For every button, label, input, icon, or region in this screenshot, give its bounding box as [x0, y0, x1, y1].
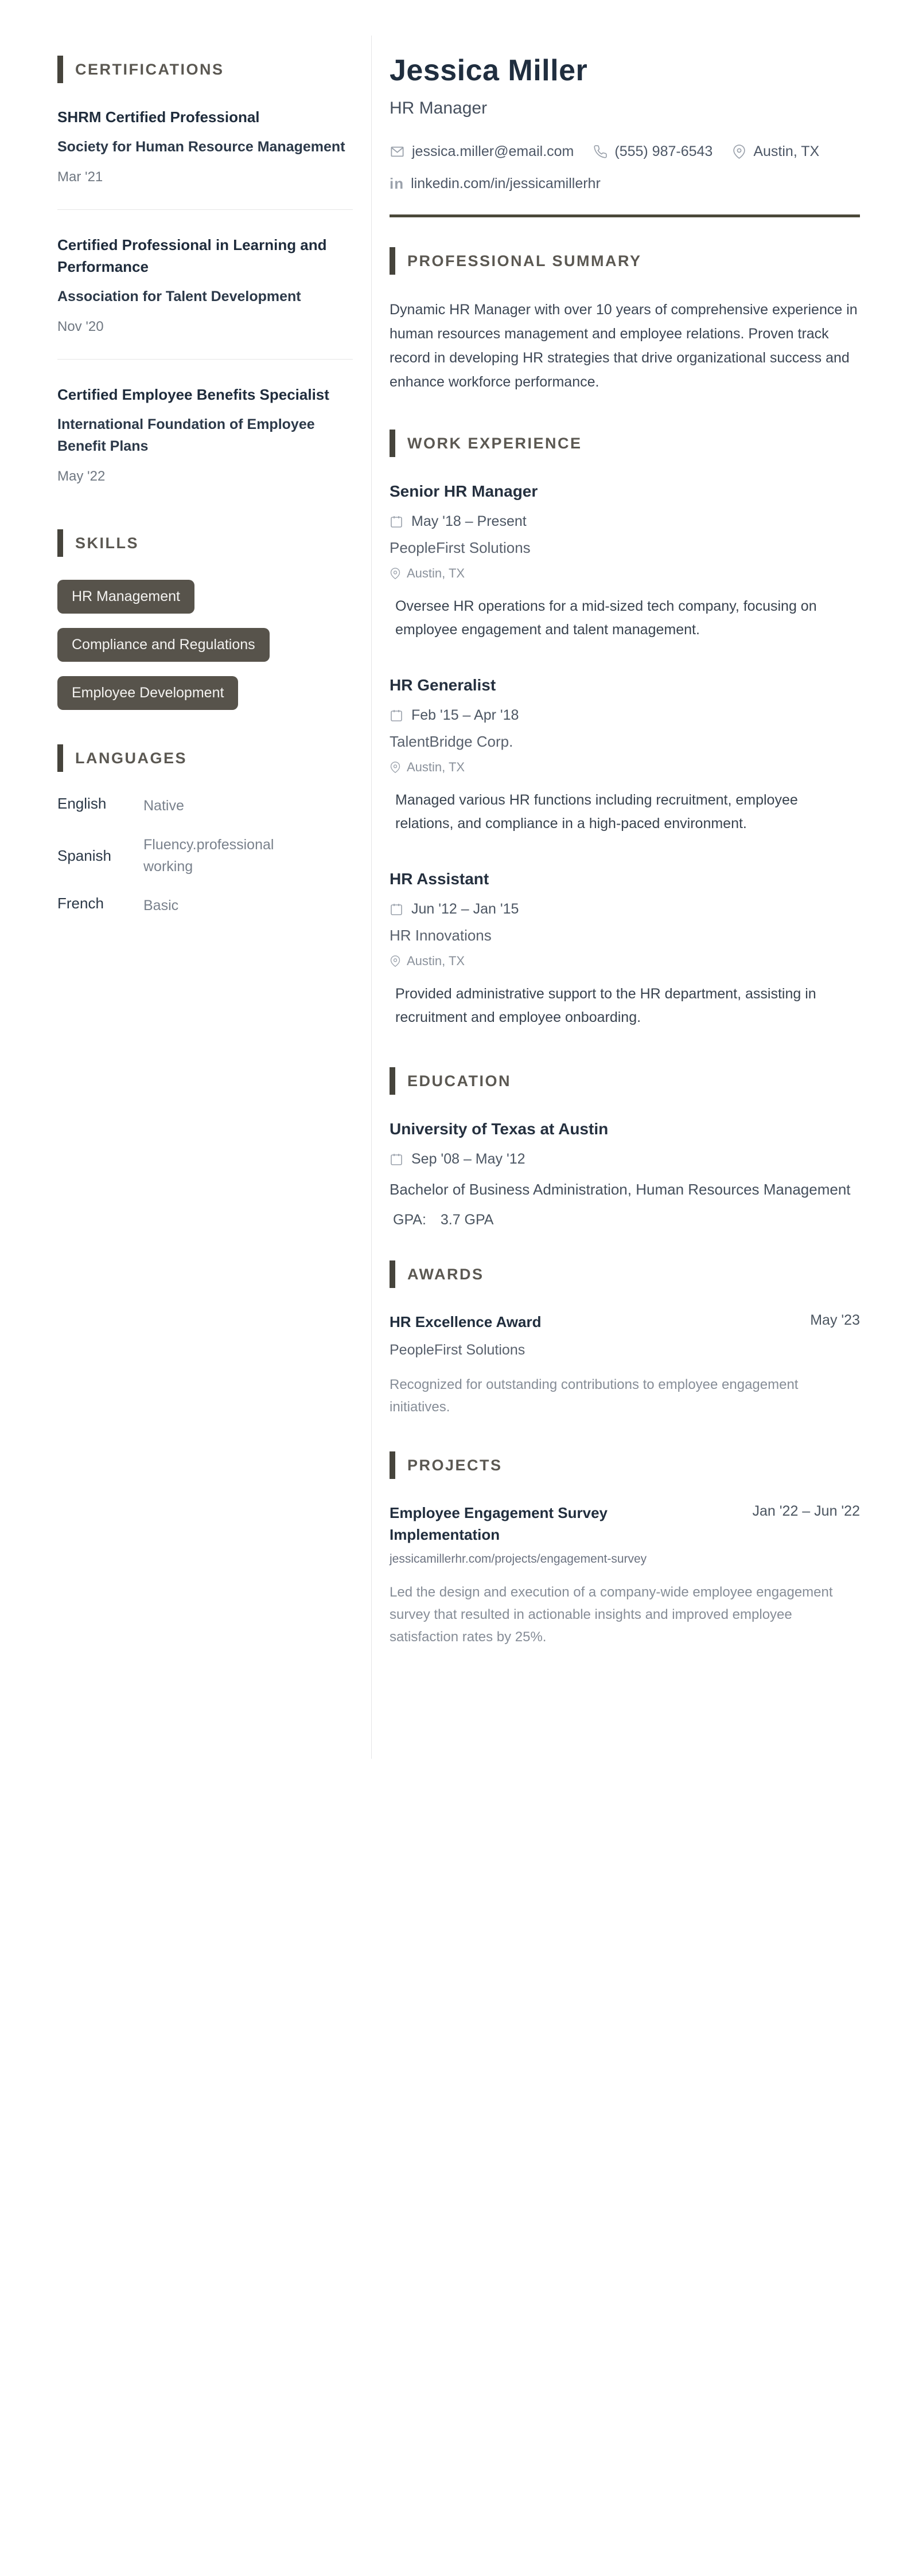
skills-title: SKILLS	[75, 534, 139, 552]
location-pin-icon	[390, 568, 401, 579]
location-pin-icon	[390, 762, 401, 773]
right-column	[390, 0, 860, 1759]
job-location-row	[390, 566, 860, 581]
awards-section-header	[390, 1260, 860, 1288]
company-name: TalentBridge Corp.	[390, 733, 513, 751]
job-title: HR Assistant	[390, 870, 489, 888]
language-level: Fluency.professional working	[143, 837, 274, 875]
person-name: Jessica Miller	[390, 54, 588, 87]
school-name: University of Texas at Austin	[390, 1120, 609, 1138]
job-description: Oversee HR operations for a mid-sized tech company, focusing on employee engagement and talent management.	[395, 598, 817, 638]
skills-section-header	[57, 529, 353, 557]
certification-name: Certified Professional in Learning and Performance	[57, 236, 327, 275]
section-accent-bar	[57, 744, 63, 772]
project-date: Jan '22 – Jun '22	[752, 1503, 860, 1520]
gpa-row	[390, 1212, 860, 1228]
contact-email	[390, 143, 574, 160]
language-row	[57, 895, 353, 916]
calendar-icon	[390, 903, 403, 916]
award-entry	[390, 1311, 860, 1418]
divider	[57, 359, 353, 360]
company-name: PeopleFirst Solutions	[390, 539, 531, 557]
location-pin-icon	[732, 145, 746, 159]
language-row	[57, 834, 353, 877]
awards-title: AWARDS	[407, 1265, 484, 1283]
language-level: Basic	[143, 897, 179, 914]
language-name: Spanish	[57, 846, 111, 864]
header-rule	[390, 214, 860, 217]
award-name: HR Excellence Award	[390, 1313, 542, 1331]
projects-title: PROJECTS	[407, 1456, 503, 1474]
phone-value: (555) 987-6543	[614, 143, 713, 160]
language-level: Native	[143, 798, 184, 814]
section-accent-bar	[390, 430, 395, 457]
award-description: Recognized for outstanding contributions to employee engagement initiatives.	[390, 1377, 799, 1415]
person-job-title: HR Manager	[390, 99, 488, 118]
certification-issuer: Society for Human Resource Management	[57, 139, 345, 155]
projects-section-header	[390, 1451, 860, 1479]
location-value: Austin, TX	[753, 143, 820, 160]
project-name: Employee Engagement Survey Implementation	[390, 1504, 608, 1544]
certification-date: May '22	[57, 469, 106, 484]
award-issuer: PeopleFirst Solutions	[390, 1342, 525, 1359]
job-location: Austin, TX	[407, 954, 465, 969]
work-entry	[390, 868, 860, 1029]
gpa-value: 3.7 GPA	[440, 1212, 494, 1228]
skill-pill: HR Management	[57, 580, 194, 614]
certification-item	[57, 384, 353, 485]
degree-name: Bachelor of Business Administration, Human Resources Management	[390, 1181, 851, 1199]
skill-pill: Compliance and Regulations	[57, 628, 270, 662]
job-location-row	[390, 760, 860, 775]
certification-item	[57, 234, 353, 335]
company-name: HR Innovations	[390, 927, 492, 944]
job-date-row	[390, 707, 860, 724]
certification-name: SHRM Certified Professional	[57, 108, 260, 126]
education-date-row	[390, 1151, 860, 1168]
certifications-section-header	[57, 56, 353, 83]
summary-text: Dynamic HR Manager with over 10 years of comprehensive experience in human resources management and employee relations. Proven track record in developing HR strategies that drive organizational success and enhance workforce performance.	[390, 302, 858, 391]
award-date: May '23	[810, 1312, 860, 1329]
job-dates: Feb '15 – Apr '18	[411, 707, 519, 724]
contact-row	[390, 175, 860, 193]
email-value[interactable]: jessica.miller@email.com	[412, 143, 574, 160]
left-column	[57, 0, 353, 1759]
section-accent-bar	[390, 1451, 395, 1479]
project-description: Led the design and execution of a company-wide employee engagement survey that resulted in actionable insights and improved employee satisfaction rates by 25%.	[390, 1584, 833, 1645]
job-location: Austin, TX	[407, 760, 465, 775]
column-divider	[371, 36, 372, 1759]
certification-issuer: Association for Talent Development	[57, 288, 301, 305]
job-location: Austin, TX	[407, 566, 465, 581]
location-pin-icon	[390, 955, 401, 967]
contact-linkedin	[390, 175, 601, 193]
certifications-title: CERTIFICATIONS	[75, 60, 224, 78]
job-dates: May '18 – Present	[411, 513, 527, 530]
section-accent-bar	[57, 529, 63, 557]
language-name: English	[57, 795, 107, 812]
work-section-header	[390, 430, 860, 457]
education-dates: Sep '08 – May '12	[411, 1151, 525, 1168]
certification-date: Mar '21	[57, 169, 103, 185]
project-title-row	[390, 1502, 860, 1545]
job-title: Senior HR Manager	[390, 482, 538, 501]
contact-location	[732, 143, 819, 160]
work-entry	[390, 480, 860, 642]
email-icon	[390, 144, 405, 159]
section-accent-bar	[390, 1067, 395, 1095]
section-accent-bar	[390, 1260, 395, 1288]
project-url[interactable]: jessicamillerhr.com/projects/engagement-survey	[390, 1552, 647, 1566]
certification-date: Nov '20	[57, 319, 104, 334]
linkedin-icon: in	[390, 175, 404, 193]
job-description: Managed various HR functions including recruitment, employee relations, and compliance in a high-paced environment.	[395, 792, 798, 832]
languages-section-header	[57, 744, 353, 772]
job-description: Provided administrative support to the HR department, assisting in recruitment and employee onboarding.	[395, 986, 816, 1026]
certification-item	[57, 106, 353, 185]
award-title-row	[390, 1311, 860, 1333]
linkedin-value[interactable]: linkedin.com/in/jessicamillerhr	[411, 175, 601, 192]
work-entry	[390, 674, 860, 836]
certification-issuer: International Foundation of Employee Benefit Plans	[57, 416, 315, 454]
calendar-icon	[390, 709, 403, 723]
calendar-icon	[390, 515, 403, 529]
contact-row	[390, 143, 860, 160]
languages-title: LANGUAGES	[75, 749, 188, 767]
job-date-row	[390, 901, 860, 918]
job-dates: Jun '12 – Jan '15	[411, 901, 519, 918]
job-title: HR Generalist	[390, 676, 496, 694]
summary-section-header	[390, 247, 860, 275]
education-entry	[390, 1118, 860, 1228]
section-accent-bar	[57, 56, 63, 83]
certification-name: Certified Employee Benefits Specialist	[57, 386, 329, 403]
section-accent-bar	[390, 247, 395, 275]
project-entry	[390, 1502, 860, 1648]
gpa-label: GPA:	[393, 1212, 426, 1228]
contact-phone	[593, 143, 713, 160]
phone-icon	[593, 145, 608, 159]
language-name: French	[57, 895, 104, 912]
education-title: EDUCATION	[407, 1072, 511, 1090]
work-experience-title: WORK EXPERIENCE	[407, 434, 582, 452]
resume-content	[57, 0, 861, 1759]
education-section-header	[390, 1067, 860, 1095]
summary-title: PROFESSIONAL SUMMARY	[407, 252, 642, 270]
language-row	[57, 795, 353, 817]
divider	[57, 209, 353, 210]
skill-pill: Employee Development	[57, 676, 238, 710]
calendar-icon	[390, 1153, 403, 1166]
job-location-row	[390, 954, 860, 969]
job-date-row	[390, 513, 860, 530]
